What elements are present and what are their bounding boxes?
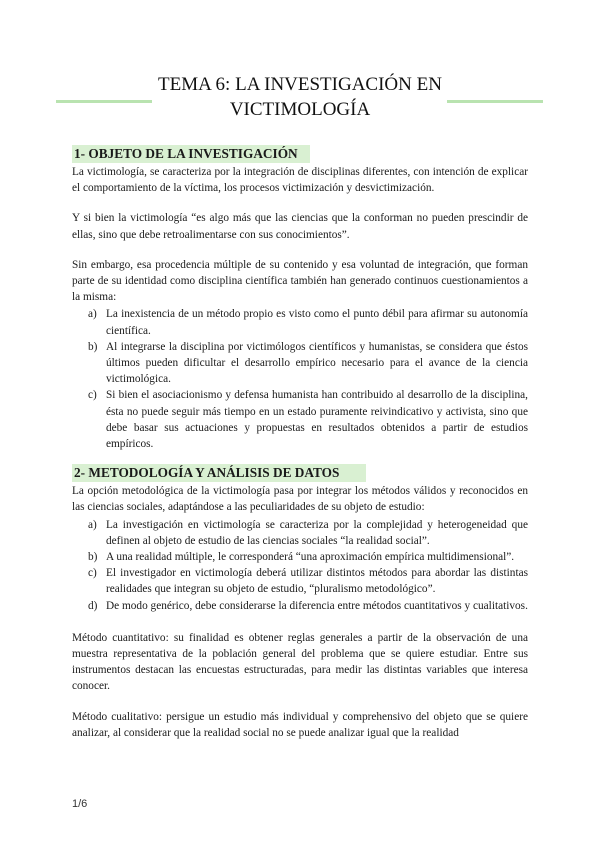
section-1-paragraph-1: La victimología, se caracteriza por la integración de disciplinas diferentes, con intención de explicar el comportamiento de la víctima, los procesos victimización y desvictimización. <box>72 166 528 195</box>
section-2-paragraph-1: La opción metodológica de la victimología pasa por integrar los métodos válidos y reconocidos en las ciencias sociales, adaptándose a las peculiaridades de su objeto de estudio: <box>72 485 528 514</box>
section-1-heading: 1- OBJETO DE LA INVESTIGACIÓN <box>72 145 310 163</box>
page-number: 1/6 <box>72 798 88 810</box>
document-body <box>72 145 528 741</box>
list-item <box>88 549 528 565</box>
title-line-2: VICTIMOLOGÍA <box>229 99 371 120</box>
list-marker: a) <box>88 518 97 531</box>
list-item <box>88 598 528 614</box>
section-2-paragraph-2: Método cuantitativo: su finalidad es obtener reglas generales a partir de la observación de una muestra representativa de la población general del problema que se quiere estudiar. Entre sus instrumentos destacan las encuestas estructuradas, para medir las distintas variables que interesa conocer. <box>72 631 528 693</box>
list-item <box>88 339 528 388</box>
section-2-heading: 2- METODOLOGÍA Y ANÁLISIS DE DATOS <box>72 464 366 482</box>
section-1-list <box>72 306 528 452</box>
list-item <box>88 517 528 549</box>
list-item-text: Al integrarse la disciplina por victimólogos científicos y humanistas, se considera que éstos últimos pueden dificultar el desarrollo empírico necesario para el avance de la ciencia victimológica. <box>106 340 528 386</box>
list-marker: c) <box>88 389 97 402</box>
list-marker: b) <box>88 340 98 353</box>
list-marker: d) <box>88 599 98 612</box>
list-item-text: A una realidad múltiple, le corresponderá “una aproximación empírica multidimensional”. <box>106 551 515 564</box>
title-rule-right <box>447 100 543 103</box>
title-line-1: TEMA 6: LA INVESTIGACIÓN EN <box>158 74 442 95</box>
list-item-text: La investigación en victimología se caracteriza por la complejidad y heterogeneidad que definen al objeto de estudio de las ciencias sociales “la realidad social”. <box>106 518 528 547</box>
list-item <box>88 387 528 452</box>
list-item-text: De modo genérico, debe considerarse la diferencia entre métodos cuantitativos y cualitativos. <box>106 599 528 612</box>
section-2-paragraph-3: Método cualitativo: persigue un estudio más individual y comprehensivo del objeto que se quiere analizar, al considerar que la realidad social no se puede analizar igual que la realidad <box>72 710 528 739</box>
section-1-paragraph-3: Sin embargo, esa procedencia múltiple de su contenido y esa voluntad de integración, que forman parte de su identidad como disciplina científica también han generado continuos cuestionamientos a la misma: <box>72 258 528 304</box>
list-item <box>88 565 528 597</box>
section-2-list <box>72 517 528 614</box>
list-marker: c) <box>88 567 97 580</box>
document-title <box>0 72 600 122</box>
list-item-text: El investigador en victimología deberá utilizar distintos métodos para abordar las distintas realidades que integran su objeto de estudio, “pluralismo metodológico”. <box>106 567 528 596</box>
list-marker: b) <box>88 551 98 564</box>
section-1-paragraph-2: Y si bien la victimología “es algo más que las ciencias que la conforman no pueden prescindir de ellas, sino que debe retroalimentarse con sus conocimientos”. <box>72 212 528 241</box>
list-item-text: Si bien el asociacionismo y defensa humanista han contribuido al desarrollo de la disciplina, ésta no puede seguir más tiempo en un estado puramente reivindicativo y activista, sino que debe basar sus actuaciones y propuestas en resultados obtenidos a partir de estudios empíricos. <box>106 389 528 451</box>
title-rule-left <box>56 100 152 103</box>
list-item-text: La inexistencia de un método propio es visto como el punto débil para afirmar su autonomía científica. <box>106 308 528 337</box>
list-marker: a) <box>88 308 97 321</box>
list-item <box>88 306 528 338</box>
